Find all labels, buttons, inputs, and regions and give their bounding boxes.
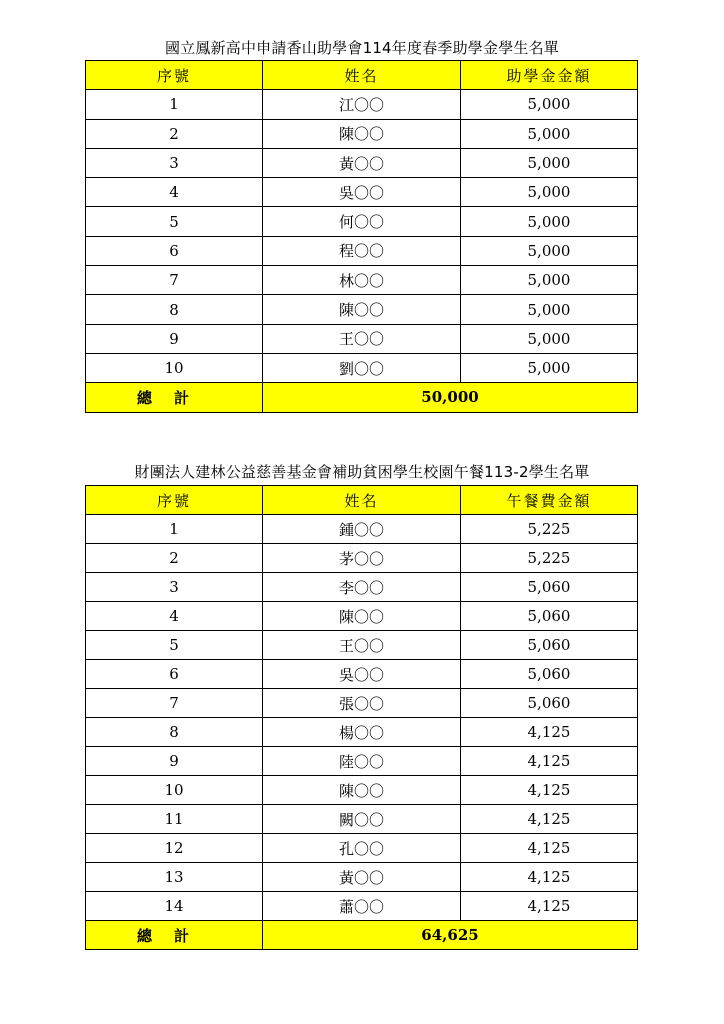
student-name: 闕〇〇	[263, 805, 461, 834]
row-number: 6	[86, 236, 263, 265]
student-name: 孔〇〇	[263, 834, 461, 863]
row-number: 6	[86, 660, 263, 689]
student-name: 劉〇〇	[263, 353, 461, 382]
amount-value: 4,125	[461, 892, 638, 921]
table-row	[86, 660, 638, 689]
table-row	[86, 90, 638, 119]
table2-title: 財團法人建林公益慈善基金會補助貧困學生校園午餐113-2學生名單	[134, 463, 590, 481]
table-row	[86, 863, 638, 892]
table-row	[86, 353, 638, 382]
amount-value: 5,000	[461, 236, 638, 265]
row-number: 11	[86, 805, 263, 834]
table-row	[86, 805, 638, 834]
row-number: 7	[86, 689, 263, 718]
table-header-row	[86, 61, 638, 90]
table-row	[86, 266, 638, 295]
table-row	[86, 324, 638, 353]
row-number: 2	[86, 119, 263, 148]
amount-value: 5,000	[461, 148, 638, 177]
student-name: 陸〇〇	[263, 747, 461, 776]
student-name: 鍾〇〇	[263, 515, 461, 544]
total-value: 64,625	[263, 921, 638, 950]
table-row	[86, 207, 638, 236]
row-number: 4	[86, 178, 263, 207]
table-row	[86, 776, 638, 805]
table-row	[86, 718, 638, 747]
total-label: 總計	[86, 921, 263, 950]
amount-value: 5,000	[461, 207, 638, 236]
student-name: 陳〇〇	[263, 602, 461, 631]
amount-value: 4,125	[461, 863, 638, 892]
amount-value: 5,060	[461, 602, 638, 631]
table-row	[86, 178, 638, 207]
student-name: 蕭〇〇	[263, 892, 461, 921]
amount-value: 5,060	[461, 573, 638, 602]
amount-value: 4,125	[461, 805, 638, 834]
total-label: 總計	[86, 383, 263, 412]
column-header-amount: 助學金金額	[461, 61, 638, 90]
table2-body	[86, 515, 638, 921]
amount-value: 5,000	[461, 353, 638, 382]
table-row	[86, 236, 638, 265]
amount-value: 4,125	[461, 747, 638, 776]
row-number: 9	[86, 324, 263, 353]
column-header-no: 序號	[86, 61, 263, 90]
table1-title: 國立鳳新高中申請香山助學會114年度春季助學金學生名單	[164, 39, 560, 57]
student-name: 陳〇〇	[263, 295, 461, 324]
student-name: 王〇〇	[263, 324, 461, 353]
amount-value: 5,000	[461, 324, 638, 353]
total-row	[86, 383, 638, 412]
table-row	[86, 689, 638, 718]
student-name: 陳〇〇	[263, 776, 461, 805]
student-name: 楊〇〇	[263, 718, 461, 747]
row-number: 3	[86, 573, 263, 602]
row-number: 13	[86, 863, 263, 892]
row-number: 8	[86, 718, 263, 747]
row-number: 1	[86, 515, 263, 544]
student-name: 程〇〇	[263, 236, 461, 265]
lunch-subsidy-table	[85, 485, 638, 950]
amount-value: 5,000	[461, 266, 638, 295]
amount-value: 4,125	[461, 776, 638, 805]
table-row	[86, 602, 638, 631]
row-number: 5	[86, 207, 263, 236]
student-name: 江〇〇	[263, 90, 461, 119]
student-name: 張〇〇	[263, 689, 461, 718]
table-row	[86, 544, 638, 573]
amount-value: 4,125	[461, 834, 638, 863]
student-name: 王〇〇	[263, 631, 461, 660]
amount-value: 5,060	[461, 689, 638, 718]
row-number: 7	[86, 266, 263, 295]
amount-value: 5,000	[461, 295, 638, 324]
table-row	[86, 834, 638, 863]
table-header-row	[86, 486, 638, 515]
row-number: 8	[86, 295, 263, 324]
student-name: 李〇〇	[263, 573, 461, 602]
column-header-name: 姓名	[263, 61, 461, 90]
amount-value: 5,000	[461, 90, 638, 119]
table-row	[86, 148, 638, 177]
row-number: 10	[86, 353, 263, 382]
row-number: 2	[86, 544, 263, 573]
student-name: 吳〇〇	[263, 660, 461, 689]
table-row	[86, 119, 638, 148]
amount-value: 5,225	[461, 544, 638, 573]
scholarship-table	[85, 60, 638, 413]
column-header-no: 序號	[86, 486, 263, 515]
table-row	[86, 573, 638, 602]
student-name: 吳〇〇	[263, 178, 461, 207]
student-name: 林〇〇	[263, 266, 461, 295]
row-number: 14	[86, 892, 263, 921]
table-row	[86, 747, 638, 776]
amount-value: 5,000	[461, 119, 638, 148]
table-row	[86, 295, 638, 324]
table-row	[86, 631, 638, 660]
amount-value: 5,225	[461, 515, 638, 544]
student-name: 黃〇〇	[263, 863, 461, 892]
amount-value: 4,125	[461, 718, 638, 747]
amount-value: 5,060	[461, 631, 638, 660]
row-number: 4	[86, 602, 263, 631]
table1-body	[86, 90, 638, 383]
row-number: 10	[86, 776, 263, 805]
table-row	[86, 515, 638, 544]
column-header-name: 姓名	[263, 486, 461, 515]
row-number: 3	[86, 148, 263, 177]
column-header-amount: 午餐費金額	[461, 486, 638, 515]
row-number: 5	[86, 631, 263, 660]
student-name: 黃〇〇	[263, 148, 461, 177]
amount-value: 5,000	[461, 178, 638, 207]
table-row	[86, 892, 638, 921]
row-number: 1	[86, 90, 263, 119]
student-name: 茅〇〇	[263, 544, 461, 573]
total-value: 50,000	[263, 383, 638, 412]
row-number: 9	[86, 747, 263, 776]
student-name: 陳〇〇	[263, 119, 461, 148]
row-number: 12	[86, 834, 263, 863]
student-name: 何〇〇	[263, 207, 461, 236]
total-row	[86, 921, 638, 950]
amount-value: 5,060	[461, 660, 638, 689]
